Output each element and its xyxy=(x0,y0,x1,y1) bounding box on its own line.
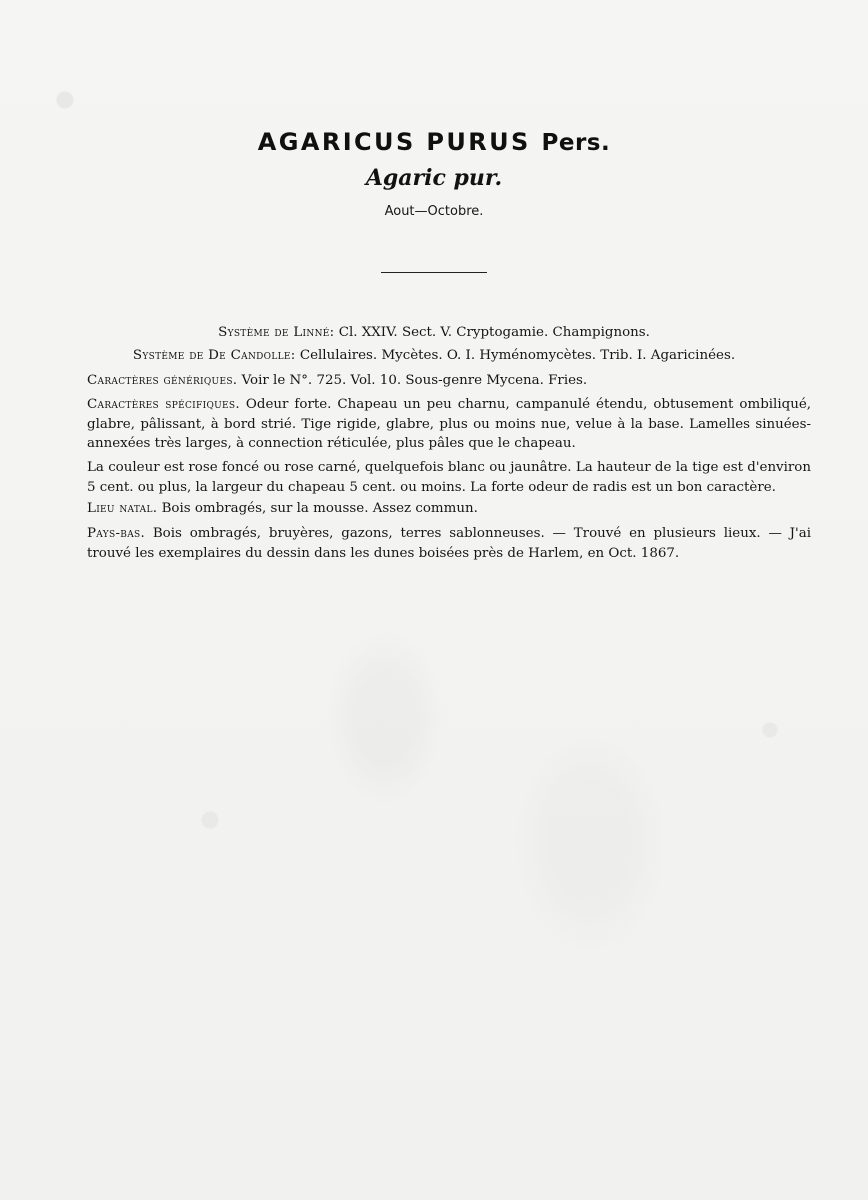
linne-lead: Système de Linné: xyxy=(218,325,335,340)
specifiques-lead: Caractères spécifiques. xyxy=(87,397,240,412)
decandolle-lead: Système de De Candolle: xyxy=(132,348,296,363)
couleur-paragraph xyxy=(87,458,811,497)
linne-text: Cl. XXIV. Sect. V. Cryptogamie. Champignons. xyxy=(338,325,650,340)
species-author: Pers. xyxy=(541,130,611,156)
paysbas-line-2: trouvé les exemplaires du dessin dans les dunes boisées près de Harlem, en Oct. 1867. xyxy=(87,545,680,561)
couleur-line-2: 5 cent. ou plus, la largeur du chapeau 5 cent. ou moins. La forte odeur de radis est un bon caractère. xyxy=(87,479,776,495)
paysbas-lead: Pays-bas. xyxy=(87,526,146,541)
generiques-paragraph xyxy=(87,371,811,391)
season: Aout—Octobre. xyxy=(384,204,484,219)
lieu-lead: Lieu natal. xyxy=(87,501,158,516)
common-name: Agaric pur. xyxy=(365,165,503,191)
lieu-text: Bois ombragés, sur la mousse. Assez commun. xyxy=(161,501,478,516)
species-name: AGARICUS PURUS xyxy=(257,128,531,156)
specifiques-line-2: glabre, pâlissant, à bord strié. Tige rigide, glabre, plus ou moins nue, velue à la base. Lamelles sinuées- xyxy=(87,416,811,432)
paysbas-paragraph xyxy=(87,524,811,563)
decandolle-text: Cellulaires. Mycètes. O. I. Hyménomycètes. Trib. I. Agaricinées. xyxy=(299,348,736,363)
linne-paragraph xyxy=(0,323,868,343)
paysbas-line-1 xyxy=(87,524,811,544)
specifiques-line-1 xyxy=(87,395,811,415)
couleur-line-1: La couleur est rose foncé ou rose carné, quelquefois blanc ou jaunâtre. La hauteur de la tige est d'environ xyxy=(87,460,811,475)
decandolle-paragraph xyxy=(0,346,868,366)
lieu-paragraph xyxy=(87,499,811,519)
generiques-text: Voir le N°. 725. Vol. 10. Sous-genre Mycena. Fries. xyxy=(241,373,588,388)
page-title xyxy=(0,128,868,156)
generiques-lead: Caractères génériques. xyxy=(87,373,238,388)
divider-rule xyxy=(381,272,487,273)
specifiques-text-1: Odeur forte. Chapeau un peu charnu, campanulé étendu, obtusement ombiliqué, xyxy=(245,397,811,412)
specifiques-line-3: annexées très larges, à connection réticulée, plus pâles que le chapeau. xyxy=(87,436,576,451)
specifiques-paragraph xyxy=(87,395,811,454)
paysbas-text-1: Bois ombragés, bruyères, gazons, terres sablonneuses. — Trouvé en plusieurs lieux. — J'ai xyxy=(152,526,811,541)
